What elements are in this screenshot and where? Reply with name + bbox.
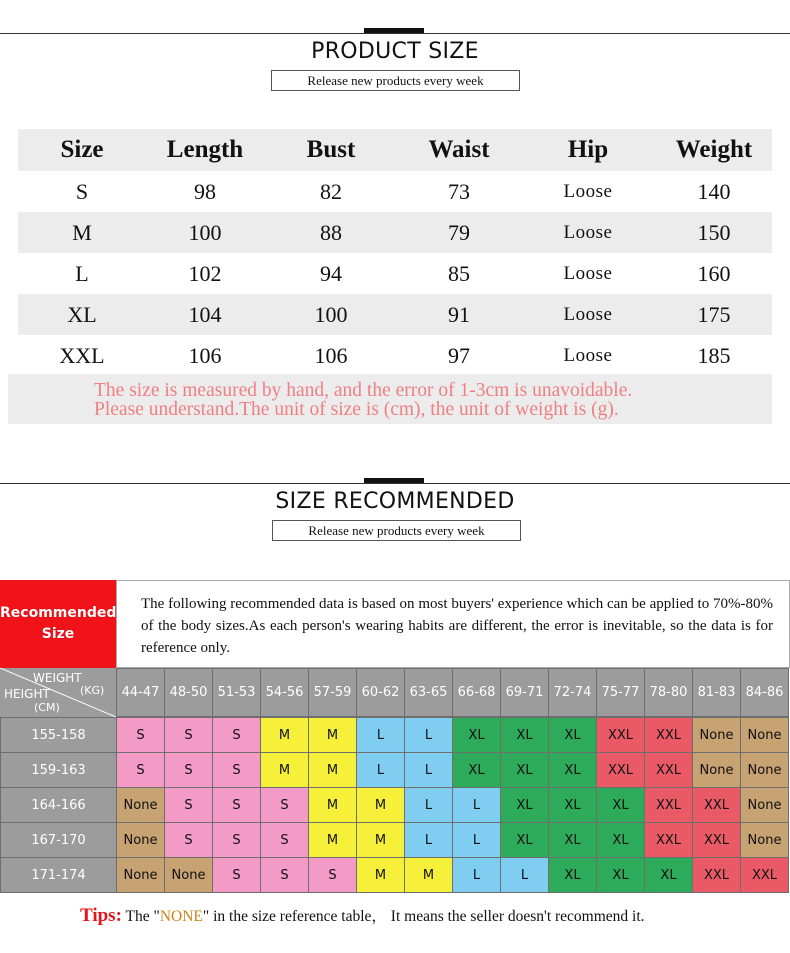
size-table-row	[18, 171, 772, 212]
weight-height-corner	[0, 668, 116, 717]
tips-label: Tips:	[80, 905, 122, 926]
size-table-cell: 106	[314, 342, 348, 368]
recommended-size-cell: S	[212, 822, 261, 858]
recommended-size-cell: M	[356, 787, 405, 823]
size-table-cell: 175	[697, 301, 731, 327]
recommended-size-cell: S	[260, 822, 309, 858]
size-label: Size	[41, 626, 75, 642]
note-line-1: The size is measured by hand, and the error of 1-3cm is unavoidable.	[94, 380, 633, 401]
recommendation-chart	[0, 580, 790, 896]
recommended-size-cell: M	[404, 857, 453, 893]
recommended-size-cell: L	[404, 752, 453, 788]
recommended-size-cell: None	[740, 822, 789, 858]
weight-range-header: 54-56	[260, 668, 309, 717]
section-divider-line	[0, 483, 790, 484]
recommended-size-cell: S	[116, 717, 165, 753]
height-range-header: 159-163	[0, 752, 117, 788]
size-table-cell: Loose	[563, 262, 613, 284]
recommended-size-cell: None	[740, 787, 789, 823]
weight-range-header: 75-77	[596, 668, 645, 717]
recommended-size-cell: XXL	[596, 717, 645, 753]
size-table-column-header: Waist	[428, 136, 490, 163]
weight-range-header: 44-47	[116, 668, 165, 717]
size-table-cell: Loose	[563, 303, 613, 325]
recommended-size-cell: XXL	[644, 787, 693, 823]
weight-range-header: 48-50	[164, 668, 213, 717]
recommended-size-cell: XL	[500, 787, 549, 823]
size-table-cell: Loose	[563, 180, 613, 202]
recommended-size-cell: XXL	[644, 752, 693, 788]
height-axis-label: HEIGHT	[4, 687, 50, 701]
tips-text-before: The "	[121, 908, 160, 925]
recommended-size-cell: None	[692, 717, 741, 753]
recommended-size-cell: S	[212, 857, 261, 893]
recommended-size-cell: S	[164, 717, 213, 753]
height-range-header: 155-158	[0, 717, 117, 753]
recommended-size-cell: None	[116, 822, 165, 858]
recommended-size-cell: None	[164, 857, 213, 893]
recommended-size-cell: XL	[500, 822, 549, 858]
size-table-cell: 88	[320, 219, 342, 245]
recommended-size-cell: XXL	[596, 752, 645, 788]
size-table-header	[18, 129, 772, 171]
height-range-header: 171-174	[0, 857, 117, 893]
weight-range-header: 57-59	[308, 668, 357, 717]
recommended-size-cell: XL	[452, 717, 501, 753]
weight-range-header: 69-71	[500, 668, 549, 717]
recommended-size-cell: None	[740, 717, 789, 753]
recommended-size-cell: M	[356, 822, 405, 858]
size-table-column-header: Bust	[306, 136, 356, 163]
recommended-size-cell: XXL	[644, 822, 693, 858]
tips-note	[80, 904, 645, 927]
kg-unit-label: (KG)	[80, 684, 105, 697]
recommended-size-cell: XL	[548, 787, 597, 823]
recommended-size-cell: XL	[596, 822, 645, 858]
recommended-size-cell: L	[452, 787, 501, 823]
recommended-size-cell: M	[308, 717, 357, 753]
note-line-2: Please understand.The unit of size is (cm), the unit of weight is (g).	[94, 399, 619, 420]
recommended-size-cell: S	[260, 787, 309, 823]
size-table	[18, 129, 772, 376]
size-table-row	[18, 294, 772, 335]
size-table-cell: XXL	[59, 342, 105, 368]
recommended-size-cell: S	[164, 787, 213, 823]
size-table-cell: 104	[188, 301, 222, 327]
recommended-size-cell: S	[212, 717, 261, 753]
recommended-size-cell: M	[308, 787, 357, 823]
recommended-size-cell: S	[164, 822, 213, 858]
size-table-cell: 100	[188, 219, 222, 245]
recommended-size-cell: XXL	[740, 857, 789, 893]
recommended-size-cell: S	[260, 857, 309, 893]
size-table-cell: 82	[320, 178, 342, 204]
size-table-row	[18, 212, 772, 253]
height-range-header: 164-166	[0, 787, 117, 823]
size-table-cell: 98	[194, 178, 216, 204]
recommended-size-cell: L	[500, 857, 549, 893]
product-size-subtitle: Release new products every week	[271, 70, 520, 91]
recommended-size-cell: M	[308, 752, 357, 788]
recommended-size-cell: XL	[548, 857, 597, 893]
recommended-size-cell: None	[692, 752, 741, 788]
product-size-title: PRODUCT SIZE	[311, 39, 479, 64]
size-table-cell: 106	[188, 342, 222, 368]
size-table-cell: 85	[448, 260, 470, 286]
size-table-column-header: Hip	[567, 136, 609, 163]
size-table-cell: Loose	[563, 221, 613, 243]
weight-range-header: 84-86	[740, 668, 789, 717]
recommended-size-cell: None	[740, 752, 789, 788]
weight-axis-label: WEIGHT	[33, 671, 82, 685]
recommended-size-cell: S	[212, 752, 261, 788]
section-divider-line	[0, 33, 790, 34]
size-table-cell: 160	[697, 260, 731, 286]
recommended-size-cell: XL	[644, 857, 693, 893]
recommended-size-cell: XXL	[692, 787, 741, 823]
size-table-cell: L	[75, 260, 89, 286]
recommended-size-badge	[0, 580, 116, 668]
size-table-cell: 97	[448, 342, 470, 368]
recommended-size-cell: None	[116, 787, 165, 823]
recommended-size-cell: S	[212, 787, 261, 823]
recommended-size-cell: S	[116, 752, 165, 788]
recommended-size-cell: L	[404, 787, 453, 823]
height-range-header: 167-170	[0, 822, 117, 858]
weight-range-header: 72-74	[548, 668, 597, 717]
weight-range-header: 66-68	[452, 668, 501, 717]
recommended-size-cell: XL	[548, 752, 597, 788]
recommended-size-cell: L	[452, 857, 501, 893]
recommended-size-cell: L	[404, 822, 453, 858]
weight-range-header: 78-80	[644, 668, 693, 717]
tips-text-after: " in the size reference table， It means the seller doesn't recommend it.	[202, 908, 645, 925]
size-table-cell: 100	[314, 301, 348, 327]
size-table-row	[18, 253, 772, 294]
cm-unit-label: (CM)	[34, 701, 60, 714]
size-table-cell: M	[72, 219, 92, 245]
recommended-label: Recommended	[0, 605, 117, 621]
size-recommended-title: SIZE RECOMMENDED	[275, 489, 515, 514]
tips-none-word: NONE	[159, 908, 203, 925]
recommended-size-cell: XL	[500, 752, 549, 788]
recommendation-description: The following recommended data is based on most buyers' experience which can be applied to 70%-80% of the body sizes.As each person's wearing habits are different, the error is inevitable, so the data is for reference only.	[116, 580, 790, 668]
recommended-size-cell: XXL	[692, 857, 741, 893]
measurement-note	[8, 374, 772, 424]
recommended-size-cell: XL	[548, 717, 597, 753]
recommended-size-cell: XL	[500, 717, 549, 753]
size-table-cell: 140	[697, 178, 731, 204]
size-table-cell: 150	[697, 219, 731, 245]
recommended-size-cell: L	[356, 752, 405, 788]
size-table-column-header: Size	[60, 136, 104, 163]
recommended-size-cell: M	[356, 857, 405, 893]
recommended-size-cell: S	[308, 857, 357, 893]
size-table-cell: XL	[67, 301, 97, 327]
size-table-cell: 91	[448, 301, 470, 327]
recommended-size-cell: M	[260, 752, 309, 788]
recommended-size-cell: L	[404, 717, 453, 753]
size-table-cell: Loose	[563, 344, 613, 366]
size-table-column-header: Weight	[675, 136, 753, 163]
recommended-size-cell: M	[260, 717, 309, 753]
weight-range-header: 51-53	[212, 668, 261, 717]
recommended-size-cell: XL	[596, 787, 645, 823]
recommended-size-cell: S	[164, 752, 213, 788]
size-table-cell: S	[75, 178, 89, 204]
size-table-cell: 94	[320, 260, 342, 286]
size-table-cell: 102	[188, 260, 222, 286]
size-table-cell: 185	[697, 342, 731, 368]
recommended-size-cell: M	[308, 822, 357, 858]
weight-range-header: 60-62	[356, 668, 405, 717]
recommended-size-cell: XXL	[692, 822, 741, 858]
size-table-column-header: Length	[166, 136, 244, 163]
size-table-cell: 79	[448, 219, 470, 245]
recommended-size-cell: None	[116, 857, 165, 893]
recommended-size-cell: XL	[452, 752, 501, 788]
size-table-row	[18, 335, 772, 376]
recommended-size-cell: L	[356, 717, 405, 753]
recommended-size-cell: L	[452, 822, 501, 858]
size-recommended-subtitle: Release new products every week	[272, 520, 521, 541]
recommended-size-cell: XL	[596, 857, 645, 893]
weight-range-header: 63-65	[404, 668, 453, 717]
weight-range-header: 81-83	[692, 668, 741, 717]
size-table-cell: 73	[448, 178, 470, 204]
recommended-size-cell: XL	[548, 822, 597, 858]
recommended-size-cell: XXL	[644, 717, 693, 753]
